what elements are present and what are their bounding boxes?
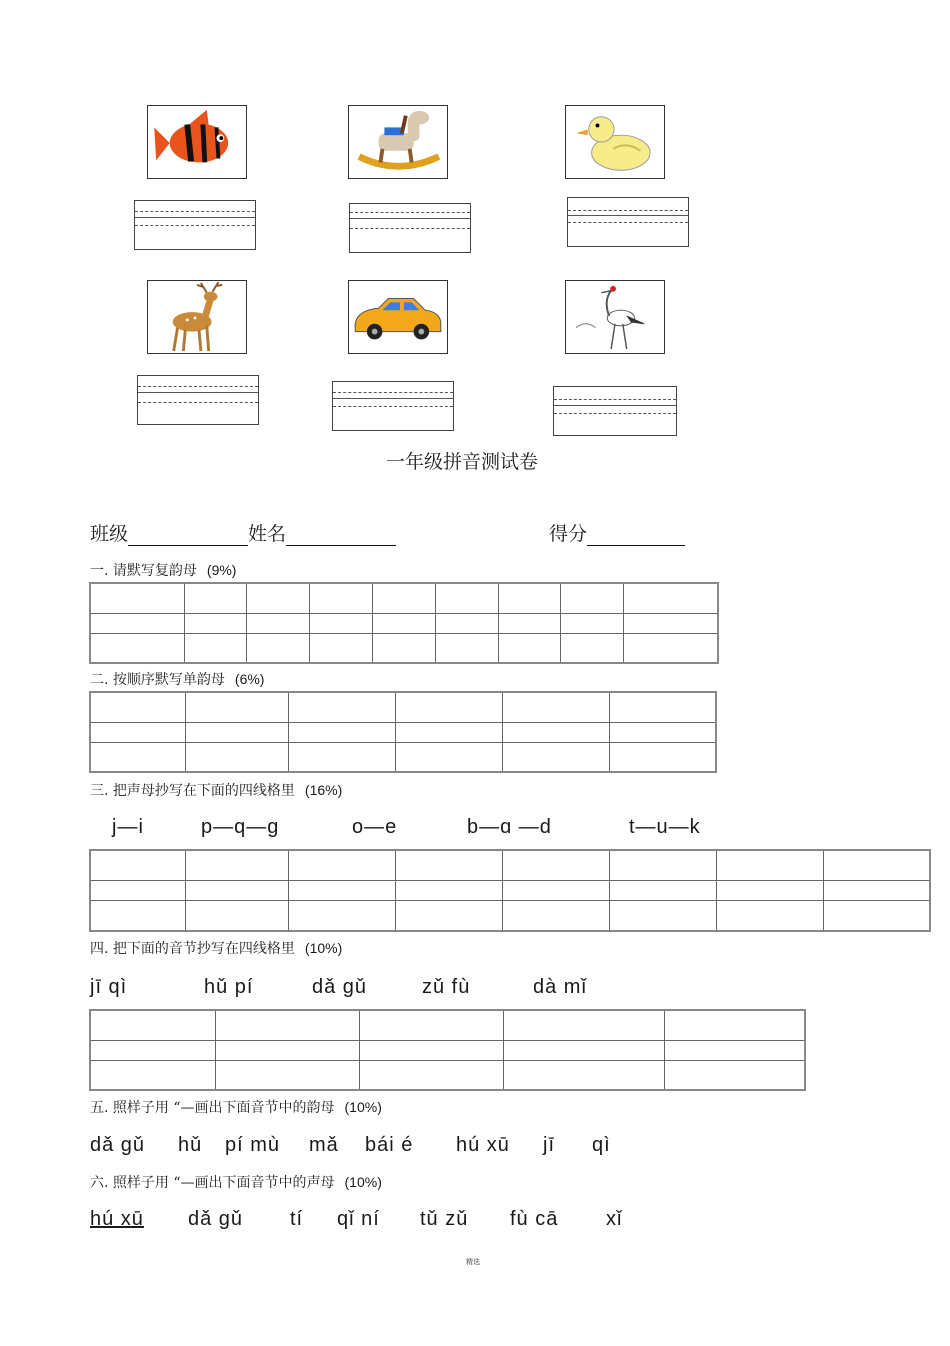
class-label: 班级 — [90, 523, 129, 545]
writing-box-car[interactable] — [332, 381, 454, 431]
section-5-label: 五. 照样子用 “—画出下面音节中的韵母 — [90, 1100, 335, 1116]
class-field[interactable] — [128, 525, 248, 546]
section-6-heading — [90, 1172, 382, 1192]
car-picture — [348, 280, 448, 354]
section-2-percent: (6%) — [234, 671, 265, 687]
writing-box-duck[interactable] — [567, 197, 689, 247]
rocking-horse-icon — [349, 106, 447, 178]
student-info — [90, 519, 396, 546]
s4-syllable: zǔ fù — [422, 976, 471, 998]
section-3-heading — [90, 780, 342, 800]
s5-syllable: dǎ gǔ — [90, 1134, 146, 1156]
section-2-heading — [90, 669, 264, 689]
section-2-grid[interactable] — [89, 691, 717, 773]
s3-group: b—ɑ —d — [467, 816, 552, 838]
s4-syllable: hǔ pí — [204, 976, 254, 998]
s5-syllable: mǎ — [309, 1134, 339, 1156]
footer-text: 精选 — [466, 1258, 480, 1266]
name-label: 姓名 — [248, 523, 287, 545]
s6-example-syllable: hú xū — [90, 1208, 144, 1230]
section-1-label: 一. 请默写复韵母 — [90, 563, 197, 579]
section-4-percent: (10%) — [304, 940, 343, 956]
writing-box-deer[interactable] — [137, 375, 259, 425]
s3-group: o—e — [352, 816, 398, 838]
s6-syllable: dǎ gǔ — [188, 1208, 244, 1230]
writing-box-horse[interactable] — [349, 203, 471, 253]
section-6-label: 六. 照样子用 “—画出下面音节中的声母 — [90, 1175, 335, 1191]
section-2-label: 二. 按顺序默写单韵母 — [90, 672, 225, 688]
s5-syllable: hǔ — [178, 1134, 203, 1156]
name-field[interactable] — [286, 525, 396, 546]
s3-group: j—i — [112, 816, 144, 838]
fish-picture — [147, 105, 247, 179]
s4-syllable: dà mǐ — [533, 976, 587, 998]
section-3-percent: (16%) — [304, 782, 343, 798]
fish-icon — [148, 106, 246, 178]
s5-syllable: qì — [592, 1134, 611, 1156]
score-label: 得分 — [549, 523, 588, 545]
s3-group: t—u—k — [629, 816, 701, 838]
duck-icon — [566, 106, 664, 178]
rocking-horse-picture — [348, 105, 448, 179]
section-4-label: 四. 把下面的音节抄写在四线格里 — [90, 941, 295, 957]
s5-syllable: hú xū — [456, 1134, 510, 1156]
section-4-grid[interactable] — [89, 1009, 806, 1091]
s5-syllable: jī — [543, 1134, 555, 1156]
s6-syllable: tǔ zǔ — [420, 1208, 469, 1230]
section-1-percent: (9%) — [206, 562, 237, 578]
s4-syllable: jī qì — [90, 976, 128, 998]
crane-icon — [566, 281, 664, 353]
score-info — [549, 519, 685, 546]
deer-picture — [147, 280, 247, 354]
s6-syllable: qǐ ní — [337, 1208, 380, 1230]
crane-picture — [565, 280, 665, 354]
s4-syllable: dǎ gǔ — [312, 976, 368, 998]
section-1-heading — [90, 560, 236, 580]
s6-syllable: xǐ — [606, 1208, 623, 1230]
s3-group: p—q—g — [201, 816, 280, 838]
s5-syllable: pí mù — [225, 1134, 281, 1156]
page-title: 一年级拼音测试卷 — [386, 451, 539, 473]
section-3-label: 三. 把声母抄写在下面的四线格里 — [90, 783, 295, 799]
section-4-heading — [90, 938, 342, 958]
section-1-grid[interactable] — [89, 582, 719, 664]
section-5-percent: (10%) — [344, 1099, 382, 1115]
section-6-percent: (10%) — [344, 1174, 382, 1190]
duck-picture — [565, 105, 665, 179]
writing-box-fish[interactable] — [134, 200, 256, 250]
score-field[interactable] — [587, 525, 685, 546]
s6-syllable: fù cā — [510, 1208, 559, 1230]
s6-syllable: tí — [290, 1208, 304, 1230]
section-5-heading — [90, 1097, 382, 1117]
s5-syllable: bái é — [365, 1134, 414, 1156]
car-icon — [349, 281, 447, 353]
writing-box-crane[interactable] — [553, 386, 677, 436]
section-3-grid[interactable] — [89, 849, 931, 932]
deer-icon — [148, 281, 246, 353]
